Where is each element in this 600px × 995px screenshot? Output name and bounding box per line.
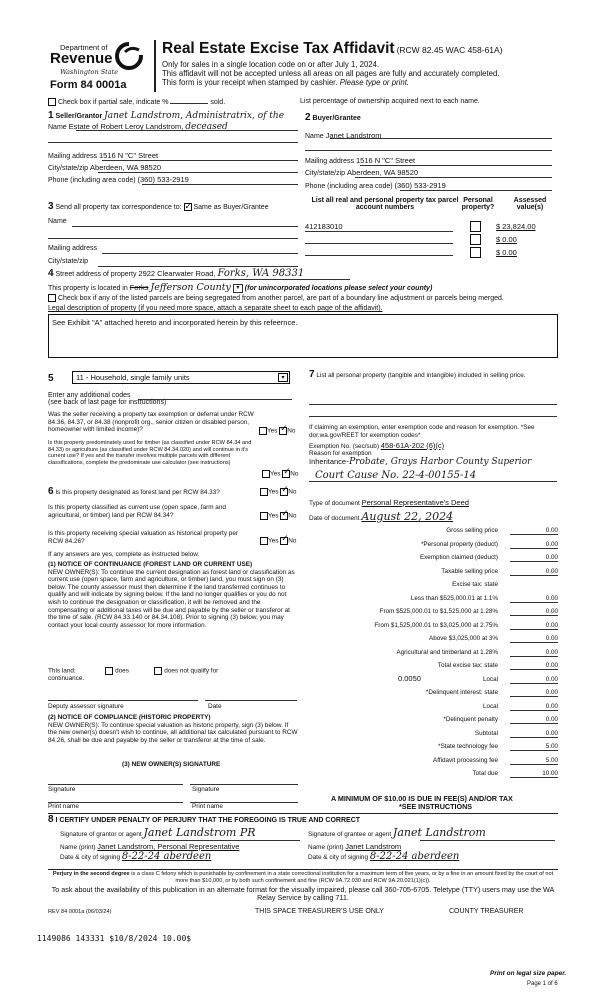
exemption-claim-note: If claiming an exemption, enter exemption code and reason for exemption. *See dor.wa.gov/REET for exemption codes* (309, 424, 535, 439)
seller-name-hw: deceased (185, 122, 228, 132)
tax-row-label: *Delinquent penalty (443, 716, 498, 723)
street-address-hw: Forks, WA 98331 (217, 268, 305, 279)
tax-row-value[interactable]: 0.00 (545, 540, 558, 548)
tax-row-label: Affidavit processing fee (433, 756, 498, 764)
partial-sale-checkbox[interactable] (48, 98, 56, 106)
section3-mailing-label: Mailing address (48, 245, 98, 252)
same-as-buyer-label: Same as Buyer/Grantee (193, 204, 269, 211)
section3-name-label: Name (48, 218, 67, 225)
notice2-title: (2) NOTICE OF COMPLIANCE (HISTORIC PROPERTY) (48, 714, 211, 721)
grantor-signature-label: Signature of grantor or agent (60, 831, 142, 838)
yes-label: Yes (270, 470, 281, 478)
seller-mailing-row (48, 151, 158, 160)
q-timber-no-checkbox[interactable]: ✓ (283, 466, 291, 476)
seller-city-value[interactable]: Aberdeen, WA 98520 (90, 163, 162, 172)
select-arrow-icon: ▾ (278, 373, 288, 382)
located-in-label: This property is located in (48, 285, 128, 292)
doc-type-value[interactable]: Personal Representative's Deed (361, 498, 469, 507)
tax-row-field-line (510, 737, 558, 738)
yes-label: Yes (267, 427, 278, 435)
dor-logo (48, 39, 148, 95)
buyer-heading: Buyer/Grantee (312, 115, 361, 122)
tax-row-value[interactable]: 0.00 (545, 621, 558, 629)
notice2-body: NEW OWNER(S): To continue special valuation as historic property, sign (3) below. If the new owner(s) doesn't wish to continue, all additional tax calculated pursuant to RCW 84.26, shall be due and payable by the seller or transferor at the time of sale. (48, 721, 298, 744)
partial-sold-label: sold. (210, 98, 226, 106)
doc-type-row (309, 499, 469, 508)
notice-compliance (48, 714, 298, 744)
tax-row-value[interactable]: 10.00 (542, 770, 558, 777)
tax-row-label: From $525,000.01 to $1,525,000 at 1.28% (379, 608, 498, 615)
q-timber: Is this property predominately used for timber (as classified under RCW 84.34 and 84.33) or agriculture (as classified under RCW 84.34.020) and will continue in it's current use? If yes and the transfer involves multiple parcels with different classifications, complete the predominate use calculator (see instructions) (48, 440, 252, 466)
street-address-label: Street address of property (55, 271, 137, 278)
tax-row-value[interactable]: 0.00 (545, 527, 558, 534)
partial-sale-label: Check box if partial sale, indicate % (57, 98, 169, 106)
buyer-city-row (305, 168, 418, 177)
tax-row-field-line (510, 642, 558, 643)
q-forest-row: 6 Is this property designated as forest land per RCW 84.33? (48, 486, 220, 497)
county-treasurer-label: COUNTY TREASURER (449, 908, 524, 915)
dept-line2: Revenue (50, 50, 113, 67)
partial-sale-row (48, 98, 225, 106)
tax-row-label: From $1,525,000.01 to $3,025,000 at 2.75% (374, 621, 498, 629)
q-timber-yes-checkbox[interactable] (262, 470, 270, 478)
grantor-signature-row (60, 826, 256, 839)
grantor-name-label: Name (print) (60, 844, 96, 851)
section3-city-label: City/state/zip (48, 258, 89, 265)
seller-city-row (48, 163, 161, 172)
legal-description-value: See Exhibit "A" attached hereto and incorporated herein by this refeernce. (52, 318, 298, 327)
owner-signature-label-2: Signature (192, 786, 220, 793)
tax-row-field-line (510, 669, 558, 670)
tax-row-label: Taxable selling price (441, 567, 498, 575)
does-not-label: does not qualify for (164, 667, 219, 675)
personal-property-checkbox-1[interactable] (470, 221, 481, 232)
seller-section: 1 Seller/Grantor Janet Landstrom, Administratrix, of the Name Estate of Robert Leroy Landstrom, deceased (48, 110, 285, 132)
tax-row-field-line (510, 750, 558, 751)
assessed-value-1[interactable]: $ 23,824.00 (496, 222, 536, 231)
tax-row-value[interactable]: 0.00 (545, 567, 558, 575)
yes-label: Yes (268, 537, 279, 545)
notice-2: This affidavit will not be accepted unless all areas on all pages are fully and accurately completed. (162, 69, 500, 78)
personal-property-checkbox-2[interactable] (470, 234, 481, 245)
street-address-value[interactable]: 2922 Clearwater Road, (138, 269, 216, 278)
tax-row-field-line (510, 561, 558, 562)
tax-row-field-line (510, 629, 558, 630)
print-legal-note: Print on legal size paper. (490, 970, 567, 977)
q-forest-no-checkbox[interactable]: ✓ (281, 484, 289, 494)
deputy-signature-label: Deputy assessor signature (48, 703, 124, 710)
tax-row-field-line (510, 777, 558, 778)
tax-row-value[interactable]: 0.00 (545, 608, 558, 615)
owner-print-label-1: Print name (48, 803, 79, 810)
tax-row-field-line (510, 548, 558, 549)
buyer-phone-label: Phone (including area code) (305, 183, 393, 190)
grantee-signature-hw[interactable]: Janet Landstrom (392, 826, 486, 839)
does-label: does (115, 667, 129, 675)
no-label: No (287, 427, 296, 435)
tax-row-label: *Personal property (deduct) (420, 540, 498, 548)
q-forest-yes-checkbox[interactable] (260, 488, 268, 496)
seller-mailing-label: Mailing address (48, 153, 98, 160)
legal-description-label: Legal description of property (if you need more space, attach a separate sheet to each page of the affidavit). (48, 305, 383, 312)
tax-row-field-line (510, 723, 558, 724)
section3-heading: Send all property tax correspondence to: (55, 204, 182, 211)
doc-date-row (309, 510, 453, 523)
personal-property-checkbox-3[interactable] (470, 247, 481, 258)
seller-phone-row (48, 175, 189, 184)
tax-row-field-line (510, 656, 558, 657)
section3-heading-row: 3 Send all property tax correspondence to: ✓ Same as Buyer/Grantee (48, 201, 269, 212)
minimum-notice: A MINIMUM OF $10.00 IS DUE IN FEE(S) AND/OR TAX (331, 794, 513, 803)
reason-value[interactable]: Inheritance (309, 457, 347, 466)
tax-row-value[interactable]: 0.00 (545, 554, 558, 561)
q-timber-options (262, 466, 299, 478)
buyer-phone-row (305, 181, 446, 190)
notice-3: This form is your receipt when stamped by cashier. (162, 78, 338, 87)
parcel-number-1[interactable]: 412183010 (305, 222, 343, 231)
tax-row-label: Total excise tax: state (437, 662, 498, 669)
q-exempt-options (259, 423, 296, 435)
q-historic: Is this property receiving special valuation as historical property per RCW 84.26? (48, 530, 239, 545)
deputy-date-label: Date (208, 703, 222, 710)
tax-row-value[interactable]: 0.00 (545, 675, 558, 683)
reason-row (309, 457, 531, 467)
no-label: No (288, 512, 297, 520)
q-open-no-checkbox[interactable]: ✓ (281, 508, 289, 518)
reason-hw-2: Court Cause No. 22-4-00155-14 (315, 470, 477, 481)
doc-date-label: Date of document (309, 515, 360, 522)
revision-code: REV 84 0001a (06/03/24) (48, 909, 112, 915)
dept-line1: Department of (60, 43, 108, 52)
cashier-stamp: 1149086 143331 $10/8/2024 10.00$ (37, 934, 192, 943)
segregated-checkbox[interactable] (48, 294, 56, 302)
tax-row-value[interactable]: 0.00 (545, 689, 558, 696)
tax-row-value[interactable]: 0.00 (545, 594, 558, 602)
tax-row-field-line (510, 764, 558, 765)
grantee-signature-label: Signature of grantee or agent (308, 831, 392, 838)
tax-row-label: Exemption claimed (deduct) (419, 554, 498, 561)
yes-label: Yes (268, 488, 279, 496)
grantee-date-hw[interactable]: 8-22-24 aberdeen (369, 851, 460, 862)
seller-phone-label: Phone (including area code) (48, 177, 136, 184)
buyer-mailing-row (305, 156, 415, 165)
seller-name-label: Name (48, 124, 67, 131)
form-number: Form 84 0001a (50, 79, 127, 91)
buyer-section: 2 Buyer/Grantee Name Janet Landstrom (305, 112, 382, 140)
tax-row-field-line (510, 615, 558, 616)
doc-date-value[interactable]: August 22, 2024 (361, 510, 454, 523)
does-not-checkbox[interactable] (154, 667, 162, 675)
additional-codes-label: Enter any additional codes (48, 392, 131, 399)
q-historic-no-checkbox[interactable]: ✓ (281, 533, 289, 543)
buyer-name-label: Name (305, 133, 324, 140)
buyer-mailing-value[interactable]: 1516 N "C" Street (355, 156, 416, 165)
no-label: No (288, 488, 297, 496)
grantor-date-row (60, 853, 211, 862)
dor-logo-icon (115, 42, 143, 70)
if-yes-note: If any answers are yes, complete as instructed below. (48, 551, 200, 558)
seller-phone-value[interactable]: (360) 533-2919 (137, 175, 189, 184)
q-open-options (260, 508, 297, 520)
q-open: Is this property classified as current use (open space, farm and agricultural, or timber) land per RCW 84.34? (48, 504, 226, 519)
list-percentage-note: List percentage of ownership acquired next to each name. (300, 98, 480, 105)
q-open-yes-checkbox[interactable] (260, 512, 268, 520)
parcel-header: List all real and personal property tax parcel account numbers (311, 197, 459, 211)
buyer-name-value[interactable]: Janet Landstrom (325, 131, 382, 140)
q-forest: Is this property designated as forest land per RCW 84.33? (55, 489, 220, 496)
buyer-city-value[interactable]: Aberdeen, WA 98520 (347, 168, 419, 177)
tax-row-value[interactable]: 5.00 (545, 743, 558, 750)
tax-row-label: Total due (472, 770, 498, 777)
tax-row-field-line (510, 696, 558, 697)
buyer-city-label: City/state/zip (305, 170, 346, 177)
grantor-date-label: Date & city of signing (60, 854, 121, 861)
form-citation: (RCW 82.45 WAC 458-61A) (396, 45, 503, 55)
tax-row-label: Subtotal (474, 729, 498, 737)
treasurer-use-label: THIS SPACE TREASURER'S USE ONLY (255, 908, 384, 915)
q-forest-options (260, 484, 297, 496)
yes-label: Yes (268, 512, 279, 520)
tax-row-label: Less than $525,000.01 at 1.1% (410, 594, 498, 602)
notice-3-emphasis: Please type or print. (339, 78, 410, 87)
land-use-code-value: 11 - Household, single family units (76, 373, 190, 382)
personal-property-header: Personal property? (461, 197, 495, 211)
reason-label: Reason for exemption (309, 450, 372, 457)
same-as-buyer-checkbox[interactable]: ✓ (184, 201, 193, 212)
assessed-value-2[interactable]: $ 0.00 (496, 235, 517, 244)
notice3-title: (3) NEW OWNER(S) SIGNATURE (122, 761, 221, 768)
buyer-phone-value[interactable]: (360) 533-2919 (394, 181, 446, 190)
land-use-code-select[interactable] (72, 371, 290, 384)
grantor-date-hw[interactable]: 8-22-24 aberdeen (121, 851, 212, 862)
tax-row-label: Excise tax: state (452, 581, 498, 588)
tax-row-label: Gross selling price (446, 527, 498, 534)
doc-type-label: Type of document (309, 500, 360, 507)
seller-city-label: City/state/zip (48, 165, 89, 172)
certify-label: I CERTIFY UNDER PENALTY OF PERJURY THAT THE FOREGOING IS TRUE AND CORRECT (55, 817, 361, 824)
tax-row-value[interactable]: 0.00 (545, 716, 558, 723)
q-historic-yes-checkbox[interactable] (260, 537, 268, 545)
q-exempt-no-checkbox[interactable]: ✓ (280, 423, 288, 433)
located-note: (for unincorporated locations please select your county) (244, 285, 433, 292)
exemption-no-value[interactable]: 458-61A-202 (6)(c) (380, 441, 445, 450)
tax-row-field-line (510, 710, 558, 711)
tax-row-label: Above $3,025,000 at 3% (429, 635, 498, 642)
tax-row-field-line (510, 602, 558, 603)
street-address-row: 4 Street address of property 2922 Clearwater Road, Forks, WA 98331 (48, 268, 305, 279)
section7-heading: List all personal property (tangible and intangible) included in selling price. (316, 372, 526, 379)
notice1-title: (1) NOTICE OF CONTINUANCE (FOREST LAND OR CURRENT USE) (48, 561, 253, 568)
q-exempt: Was the seller receiving a property tax exemption or deferral under RCW 84.36, 84.37, or 84.38 (nonprofit org., senior citizen or disabled person, homeowner with limited income)? (48, 411, 254, 434)
form-title-block (162, 40, 582, 87)
this-land-label: This land: (48, 667, 76, 675)
alternate-format-notice: To ask about the availability of this publication in an alternate format for the visually impaired, please call 360-705-6705. Teletype (TTY) users may use the WA Relay Service by calling 711. (51, 885, 555, 902)
dept-line3: Washington State (60, 68, 119, 76)
perjury-notice (48, 871, 558, 884)
notice1-body: NEW OWNER(S): To continue the current designation as forest land or classification as current use (open space, farm and agriculture, or timber) land, you must sign on (3) below. The county assessor must then determine if the land transferred continues to qualify and will indicate by signing below. If the land no longer qualifies or you do not wish to continue the designation or classification, it will be removed and the compensating or additional taxes will be due and payable by the seller or transferor at the time of sale. (RCW 84.33.140 or 84.34.108). Prior to signing (3) below, you may contact your local county assessor for more information. (48, 568, 295, 629)
grantee-date-row (308, 853, 459, 862)
tax-row-value[interactable]: 0.00 (545, 662, 558, 669)
tax-row-value[interactable]: 0.00 (545, 648, 558, 656)
owner-signature-label-1: Signature (48, 786, 76, 793)
tax-row-label: Local (482, 702, 498, 710)
exemption-no-label: Exemption No. (sec/sub) (309, 443, 379, 450)
owner-print-label-2: Print name (192, 803, 223, 810)
perjury-text: is a class C felony which is punishable by confinement in a state correctional institution for a maximum term of five years, or by a fine in an amount fixed by the court of not more than $10,000, or by both such confinement and fine (RCW 9A.72.030 and RCW 9A.20.021(1)(c)). (131, 871, 554, 884)
grantee-name-value[interactable]: Janet Landstrom (345, 842, 402, 851)
see-instructions: *SEE INSTRUCTIONS (399, 802, 473, 811)
grantee-signature-row (308, 826, 486, 839)
tax-row-label: Agricultural and timberland at 1.28% (396, 648, 498, 656)
partial-percent-field[interactable] (170, 103, 208, 104)
no-label: No (290, 470, 299, 478)
grantor-name-value[interactable]: Janet Landstrom, Personal Representative (97, 842, 240, 851)
page-number: Page 1 of 6 (527, 981, 558, 987)
seller-mailing-value[interactable]: 1516 N "C" Street (98, 151, 159, 160)
tax-row-field-line (510, 683, 558, 684)
legal-description-box[interactable] (48, 314, 558, 358)
grantee-name-label: Name (print) (308, 844, 344, 851)
tax-row-value[interactable]: 0.00 (545, 635, 558, 642)
tax-row-label: *State technology fee (438, 743, 498, 750)
seller-handwritten: Janet Landstrom, Administratrix, of the (104, 111, 285, 121)
perjury-bold: Perjury in the second degree (52, 871, 130, 877)
local-rate-value[interactable]: 0.0050 (398, 673, 421, 683)
continuance-label: continuance. (48, 675, 85, 682)
does-checkbox[interactable] (105, 667, 113, 675)
located-in-row (48, 282, 432, 293)
notice-continuance (48, 561, 298, 629)
certify-row: 8 I CERTIFY UNDER PENALTY OF PERJURY THAT THE FOREGOING IS TRUE AND CORRECT (48, 814, 361, 825)
seller-name-value[interactable]: Estate of Robert Leroy Landstrom, (68, 122, 184, 131)
notice-1: Only for sales in a single location code on or after July 1, 2024. (162, 60, 380, 69)
grantor-signature-hw[interactable]: Janet Landstrom PR (143, 826, 256, 839)
q-exempt-yes-checkbox[interactable] (259, 427, 267, 435)
seller-heading: Seller/Grantor (55, 113, 103, 120)
tax-row-label: Local (482, 675, 498, 683)
tax-row-field-line (510, 534, 558, 535)
q-historic-options (260, 533, 297, 545)
no-label: No (288, 537, 297, 545)
county-dropdown-icon[interactable]: ▾ (233, 284, 243, 293)
located-county-hw[interactable]: Jefferson County (150, 282, 231, 293)
section7-heading-row: 7 List all personal property (tangible and intangible) included in selling price. (309, 369, 526, 380)
assessed-value-3[interactable]: $ 0.00 (496, 248, 517, 257)
segregated-label: Check box if any of the listed parcels are being segregated from another parcel, are part of a boundary line adjustment or parcels being merged. (57, 294, 504, 302)
tax-row-value[interactable]: 0.00 (545, 729, 558, 737)
reason-hw: -Probate, Grays Harbor County Superior (346, 457, 532, 467)
segregated-row (48, 294, 504, 302)
tax-row-field-line (510, 575, 558, 576)
assessed-value-header: Assessed value(s) (513, 197, 547, 211)
buyer-mailing-label: Mailing address (305, 158, 355, 165)
tax-row-label: *Delinquent interest: state (425, 689, 498, 696)
grantee-date-label: Date & city of signing (308, 854, 369, 861)
tax-row-value[interactable]: 5.00 (545, 756, 558, 764)
form-title: Real Estate Excise Tax Affidavit (162, 40, 395, 57)
additional-codes-note: (see back of last page for instructions) (48, 399, 167, 406)
located-strike: Forks (129, 283, 149, 292)
tax-row-value[interactable]: 0.00 (545, 702, 558, 710)
